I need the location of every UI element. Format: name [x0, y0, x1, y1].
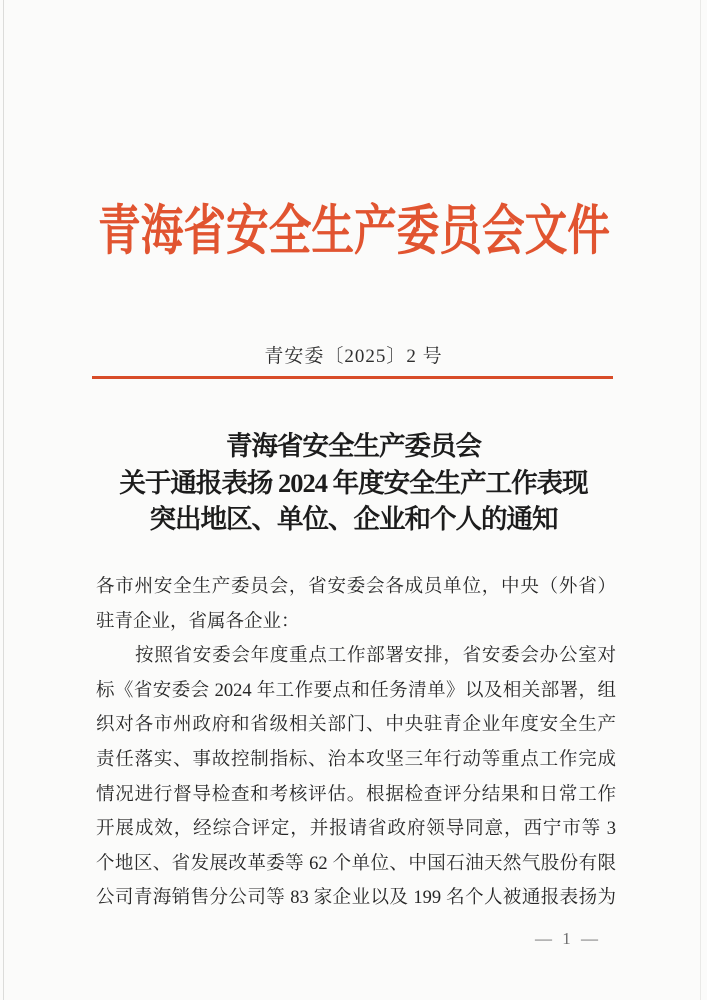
title-line-2: 关于通报表扬 2024 年度安全生产工作表现 [119, 467, 588, 498]
body-line: 责任落实、事故控制指标、治本攻坚三年行动等重点工作完成 [96, 749, 616, 770]
red-letterhead-title [0, 193, 707, 269]
red-letterhead-title-text: 青海省安全生产委员会文件 [97, 201, 610, 261]
title-line-3: 突出地区、单位、企业和个人的通知 [149, 504, 558, 534]
red-separator-line [92, 376, 613, 379]
body-line: 按照省安委会年度重点工作部署安排，省安委会办公室对 [135, 646, 616, 667]
document-number: 青安委〔2025〕2 号 [264, 346, 443, 367]
body-line: 各市州安全生产委员会，省安委会各成员单位，中央（外省） [96, 577, 616, 597]
document-title [0, 428, 707, 538]
title-line-1: 青海省安全生产委员会 [226, 431, 481, 461]
body-line: 公司青海销售分公司等 83 家企业以及 199 名个人被通报表扬为 [96, 888, 616, 909]
body-line: 情况进行督导检查和考核评估。根据检查评分结果和日常工作 [96, 784, 616, 805]
body-line: 个地区、省发展改革委等 62 个单位、中国石油天然气股份有限 [96, 853, 616, 874]
body-line: 标《省安委会 2024 年工作要点和任务清单》以及相关部署，组 [96, 680, 616, 701]
body-line: 驻青企业，省属各企业： [96, 611, 300, 632]
page-number: — 1 — [535, 929, 601, 948]
document-body [96, 570, 616, 916]
body-line: 织对各市州政府和省级相关部门、中央驻青企业年度安全生产 [96, 715, 616, 736]
body-line: 开展成效，经综合评定，并报请省政府领导同意，西宁市等 3 [96, 819, 616, 840]
